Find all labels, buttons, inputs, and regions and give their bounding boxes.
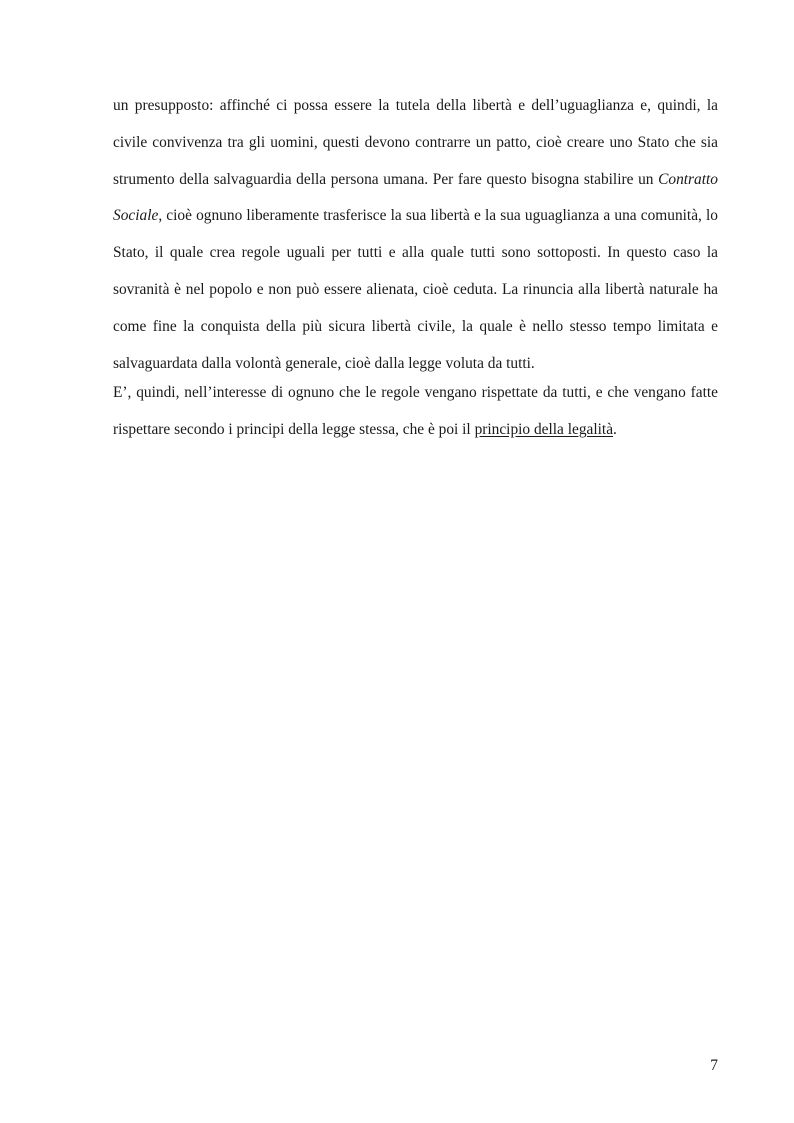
paragraph-2-text-a: E’, quindi, nell’interesse di ognuno che le regole vengano rispettate da tutti, e che vengano fatte rispettare secondo i principi della legge stessa, che è poi il — [113, 384, 718, 439]
principio-legalita-term: principio della legalità — [474, 421, 614, 439]
paragraph-1 — [113, 88, 718, 382]
paragraph-2 — [113, 375, 718, 449]
body-text — [113, 88, 718, 449]
paragraph-1-text-b: , cioè ognuno liberamente trasferisce la sua libertà e la sua uguaglianza a una comunità, lo Stato, il quale crea regole uguali per tutti e alla quale tutti sono sottoposti. In questo caso la sovranità è nel popolo e non può essere alienata, cioè ceduta. La rinuncia alla libertà naturale ha come fine la conquista della più sicura libertà civile, la quale è nello stesso tempo limitata e salvaguardata dalla volontà generale, cioè dalla legge voluta da tutti. — [113, 207, 718, 372]
paragraph-2-text-b: . — [613, 421, 617, 439]
page-number: 7 — [710, 1057, 718, 1074]
contratto-sociale-term: Contratto Sociale — [113, 170, 718, 225]
paragraph-1-text-a: un presupposto: affinché ci possa essere la tutela della libertà e dell’uguaglianza e, quindi, la civile convivenza tra gli uomini, questi devono contrarre un patto, cioè creare uno Stato che sia strumento della salvaguardia della persona umana. Per fare questo bisogna stabilire un — [113, 97, 718, 188]
